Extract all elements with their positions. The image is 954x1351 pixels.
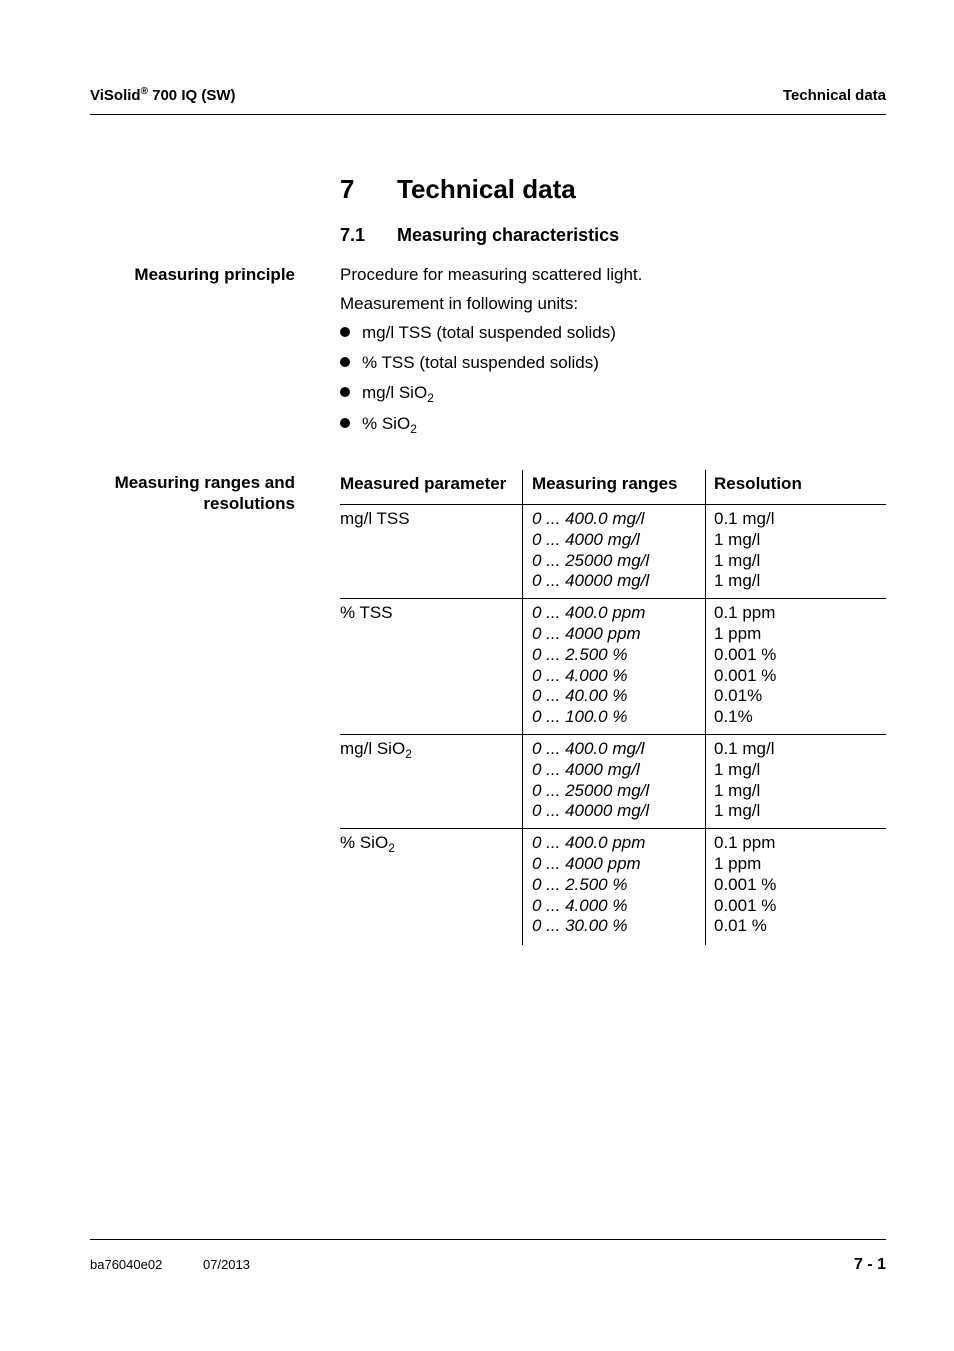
table-row	[340, 505, 886, 599]
header-section: Technical data	[782, 87, 886, 104]
resolution-value: 0.1 ppm	[714, 833, 776, 853]
ranges-label-line: Measuring ranges and	[114, 473, 295, 492]
range-value: 0 ... 4000 ppm	[532, 853, 641, 873]
resolution-value: 1 ppm	[714, 623, 762, 643]
range-value: 0 ... 25000 mg/l	[532, 550, 650, 570]
range-cell	[523, 599, 706, 735]
resolution-value: 0.1 mg/l	[714, 509, 775, 528]
unit-text: mg/l TSS (total suspended solids)	[362, 323, 616, 342]
unit-text: % TSS (total suspended solids)	[362, 353, 599, 372]
table-body	[340, 505, 886, 946]
bullet-dot-icon	[340, 327, 350, 337]
product-name: ViSolid	[90, 87, 141, 104]
range-cell	[523, 505, 706, 599]
column-header: Resolution	[706, 470, 887, 505]
range-value: 0 ... 40000 mg/l	[532, 571, 650, 591]
section-number: 7.1	[340, 225, 366, 245]
unit-subscript: 2	[410, 422, 417, 436]
resolution-value: 1 mg/l	[714, 550, 761, 570]
ranges-table	[340, 470, 886, 945]
product-model: 700 IQ (SW)	[147, 87, 236, 104]
range-value: 0 ... 40000 mg/l	[532, 801, 650, 821]
range-value: 0 ... 4.000 %	[532, 665, 628, 685]
resolution-value: 0.001 %	[714, 874, 777, 894]
parameter-cell	[340, 505, 523, 599]
range-value: 0 ... 400.0 ppm	[532, 833, 646, 853]
chapter-title: Technical data	[397, 174, 576, 204]
unit-bullet	[340, 322, 616, 343]
range-cell	[523, 829, 706, 945]
resolution-value: 0.01 %	[714, 916, 767, 936]
parameter-subscript: 2	[405, 746, 412, 761]
resolution-value: 1 mg/l	[714, 801, 761, 821]
resolution-value: 0.01%	[714, 686, 763, 706]
chapter-heading	[340, 174, 576, 205]
ranges-label	[115, 472, 295, 514]
range-value: 0 ... 4000 mg/l	[532, 529, 640, 549]
unit-text: mg/l SiO	[362, 383, 428, 402]
range-value: 0 ... 40.00 %	[532, 686, 628, 706]
range-value: 0 ... 2.500 %	[532, 644, 628, 664]
resolution-value: 0.1 ppm	[714, 603, 776, 623]
parameter-subscript: 2	[388, 841, 395, 856]
table-row	[340, 829, 886, 945]
table-header-row	[340, 470, 886, 505]
units-intro: Measurement in following units:	[340, 294, 579, 313]
section-title: Measuring characteristics	[397, 225, 620, 245]
parameter-text: mg/l TSS	[340, 509, 410, 528]
resolution-value: 0.1 mg/l	[714, 738, 775, 758]
resolution-value: 1 ppm	[714, 853, 762, 873]
page-header	[90, 84, 886, 115]
range-value: 0 ... 400.0 ppm	[532, 603, 646, 623]
document-date: 07/2013	[203, 1257, 250, 1272]
table-row	[340, 734, 886, 828]
resolution-value: 1 mg/l	[714, 759, 761, 779]
bullet-dot-icon	[340, 418, 350, 428]
registered-mark: ®	[140, 86, 148, 97]
principle-text: Procedure for measuring scattered light.	[340, 265, 643, 284]
range-value: 0 ... 4000 ppm	[532, 623, 641, 643]
range-value: 0 ... 2.500 %	[532, 874, 628, 894]
resolution-value: 0.001 %	[714, 644, 777, 664]
parameter-text: % SiO	[340, 833, 389, 853]
range-value: 0 ... 400.0 mg/l	[532, 509, 645, 528]
page-footer	[90, 1239, 886, 1280]
resolution-cell	[706, 734, 887, 828]
parameter-cell	[340, 734, 523, 828]
table-row	[340, 599, 886, 735]
document-id: ba76040e02	[90, 1257, 163, 1272]
bullet-dot-icon	[340, 357, 350, 367]
range-value: 0 ... 400.0 mg/l	[532, 738, 645, 758]
unit-bullet	[340, 352, 599, 373]
unit-subscript: 2	[427, 391, 434, 405]
resolution-cell	[706, 599, 887, 735]
resolution-value: 1 mg/l	[714, 529, 761, 549]
resolution-value: 1 mg/l	[714, 571, 761, 591]
section-heading	[340, 225, 619, 246]
column-header: Measured parameter	[340, 470, 523, 505]
range-value: 0 ... 100.0 %	[532, 707, 628, 727]
range-value: 0 ... 25000 mg/l	[532, 780, 650, 800]
header-product	[90, 86, 235, 104]
resolution-cell	[706, 505, 887, 599]
resolution-cell	[706, 829, 887, 945]
page-number: 7 - 1	[853, 1256, 886, 1273]
unit-text: % SiO	[362, 414, 411, 433]
parameter-cell	[340, 599, 523, 735]
column-header: Measuring ranges	[523, 470, 706, 505]
unit-bullet	[340, 382, 434, 403]
parameter-text: mg/l SiO	[340, 738, 406, 758]
principle-label: Measuring principle	[134, 265, 295, 284]
ranges-label-line: resolutions	[203, 494, 295, 513]
unit-bullet	[340, 413, 417, 434]
parameter-text: % TSS	[340, 603, 393, 623]
resolution-value: 1 mg/l	[714, 780, 761, 800]
resolution-value: 0.1%	[714, 707, 753, 727]
range-value: 0 ... 4.000 %	[532, 895, 628, 915]
bullet-dot-icon	[340, 387, 350, 397]
resolution-value: 0.001 %	[714, 895, 777, 915]
range-cell	[523, 734, 706, 828]
range-value: 0 ... 30.00 %	[532, 916, 628, 936]
parameter-cell	[340, 829, 523, 945]
range-value: 0 ... 4000 mg/l	[532, 759, 640, 779]
chapter-number: 7	[340, 174, 355, 204]
resolution-value: 0.001 %	[714, 665, 777, 685]
